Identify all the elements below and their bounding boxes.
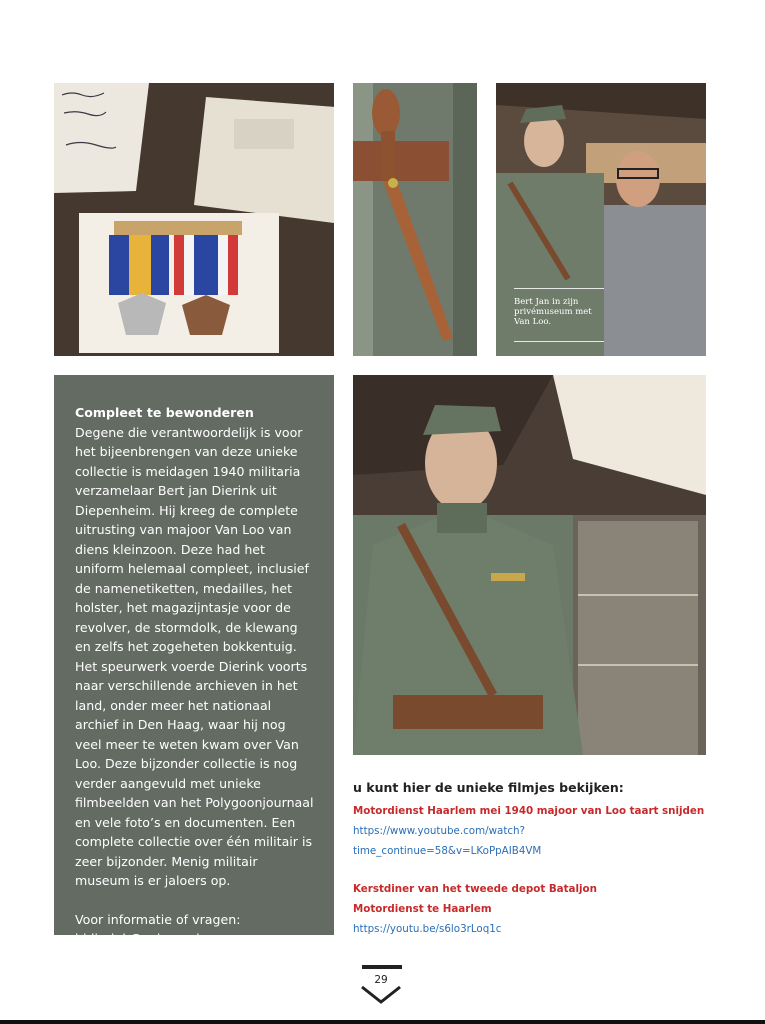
bottom-rule xyxy=(0,1020,765,1024)
contact-email[interactable]: bjdierink@caiway.nl xyxy=(75,931,200,946)
film2-title-line1: Kerstdiner van het tweede depot Bataljon xyxy=(353,883,597,895)
page-number-block xyxy=(355,965,407,1007)
caption-text: Bert Jan in zijn privémuseum met Van Loo. xyxy=(514,297,592,327)
photo-mannequin xyxy=(353,375,706,755)
page-number: 29 xyxy=(374,974,388,986)
films-section xyxy=(353,780,713,939)
photo-caption xyxy=(514,288,606,342)
article-body: Degene die verantwoordelijk is voor het bijeenbrengen van deze unieke collectie is meidagen 1940 militaria verzamelaar Bert jan Dierink uit Diepenheim. Hij kreeg de complete uitrusting van majoor Van Loo van diens kleinzoon. Deze had het uniform helemaal compleet, inclusief de namenetiketten, medailles, het holster, het magazijntasje voor de revolver, de stormdolk, de klewang en zelfs het zogeheten bokkentuig. Het speurwerk voerde Dierink voorts naar verschillende archieven in het land, onder meer het nationaal archief in Den Haag, waar hij nog veel meer te weten kwam over Van Loo. Deze bijzonder collectie is nog verder aangevuld met unieke filmbeelden van het Polygoonjournaal en vele foto’s en documenten. Een complete collectie over één militair is zeer bijzonder. Menig militair museum is er jaloers op. xyxy=(75,424,314,888)
chevron-down-icon xyxy=(360,985,402,1005)
film2-link[interactable]: https://youtu.be/s6lo3rLoq1c xyxy=(353,923,502,935)
film1-link[interactable]: https://www.youtube.com/watch?time_continue=58&v=LKoPpAIB4VM xyxy=(353,825,542,857)
page-number-bar xyxy=(362,965,402,969)
contact-label: Voor informatie of vragen: xyxy=(75,911,241,927)
film1-title: Motordienst Haarlem mei 1940 majoor van Loo taart snijden xyxy=(353,805,705,817)
caption-rule-top xyxy=(514,288,604,289)
films-heading: u kunt hier de unieke filmjes bekijken: xyxy=(353,780,624,795)
article-box xyxy=(54,375,334,946)
caption-rule-bottom xyxy=(514,341,604,342)
film2-title-line2: Motordienst te Haarlem xyxy=(353,903,492,915)
photo-dagger xyxy=(353,83,477,356)
photo-museum xyxy=(496,83,706,356)
photo-medals xyxy=(54,83,334,356)
article-heading: Compleet te bewonderen xyxy=(75,405,254,420)
